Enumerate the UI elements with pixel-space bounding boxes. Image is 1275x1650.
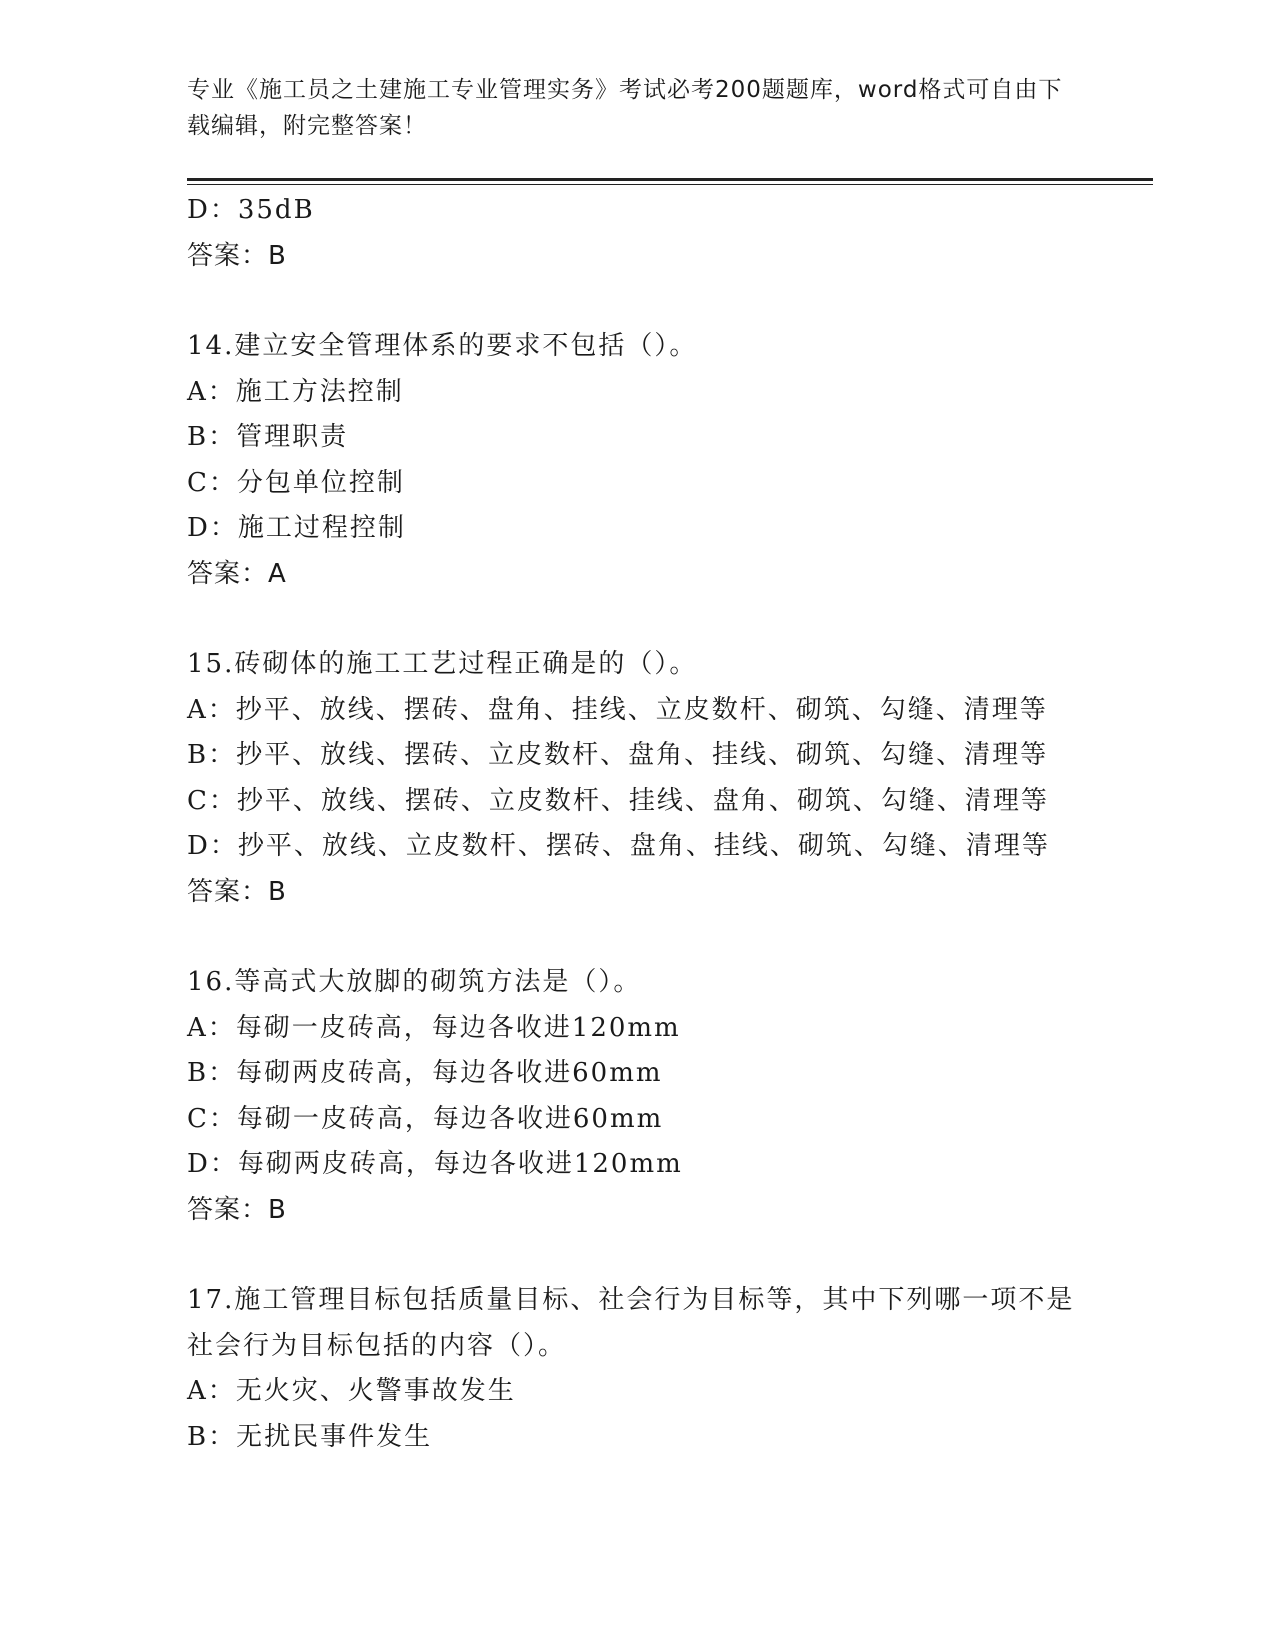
header-divider-thin xyxy=(187,184,1153,185)
option-a: A：每砌一皮砖高，每边各收进120mm xyxy=(187,1012,681,1043)
document-header: 专业《施工员之土建施工专业管理实务》考试必考200题题库，word格式可自由下载编辑，附完整答案！ xyxy=(187,77,1063,139)
option-c: C：每砌一皮砖高，每边各收进60mm xyxy=(187,1103,664,1134)
option-b: B：每砌两皮砖高，每边各收进60mm xyxy=(187,1058,663,1088)
option-b: B：管理职责 xyxy=(187,422,349,452)
option-c: C：分包单位控制 xyxy=(187,467,405,498)
option-a: A：无火灾、火警事故发生 xyxy=(187,1376,516,1406)
option-b: B：无扰民事件发生 xyxy=(187,1421,433,1452)
question-block xyxy=(187,188,1087,279)
option-d: D：施工过程控制 xyxy=(187,513,406,543)
question-block xyxy=(187,324,1087,597)
question-stem: 15.砖砌体的施工工艺过程正确是的（）。 xyxy=(187,649,698,679)
question-stem: 17.施工管理目标包括质量目标、社会行为目标等，其中下列哪一项不是社会行为目标包括的内容（）。 xyxy=(187,1285,1075,1361)
question-block xyxy=(187,1278,1087,1460)
option-b: B：抄平、放线、摆砖、立皮数杆、盘角、挂线、砌筑、勾缝、清理等 xyxy=(187,740,1049,770)
answer-line: 答案：A xyxy=(187,558,287,589)
question-stem: 14.建立安全管理体系的要求不包括（）。 xyxy=(187,331,698,361)
answer-line: 答案：B xyxy=(187,876,287,907)
option-d: D：35dB xyxy=(187,195,315,225)
answer-line: 答案：B xyxy=(187,1194,287,1225)
option-d: D：抄平、放线、立皮数杆、摆砖、盘角、挂线、砌筑、勾缝、清理等 xyxy=(187,831,1050,861)
header-divider-thick xyxy=(187,178,1153,181)
question-block xyxy=(187,642,1087,915)
question-stem: 16.等高式大放脚的砌筑方法是（）。 xyxy=(187,967,642,997)
question-block xyxy=(187,960,1087,1233)
option-c: C：抄平、放线、摆砖、立皮数杆、挂线、盘角、砌筑、勾缝、清理等 xyxy=(187,785,1049,816)
option-a: A：施工方法控制 xyxy=(187,376,404,407)
option-d: D：每砌两皮砖高，每边各收进120mm xyxy=(187,1149,683,1179)
answer-line: 答案：B xyxy=(187,240,287,271)
option-a: A：抄平、放线、摆砖、盘角、挂线、立皮数杆、砌筑、勾缝、清理等 xyxy=(187,694,1048,725)
question-list xyxy=(187,188,1087,1505)
